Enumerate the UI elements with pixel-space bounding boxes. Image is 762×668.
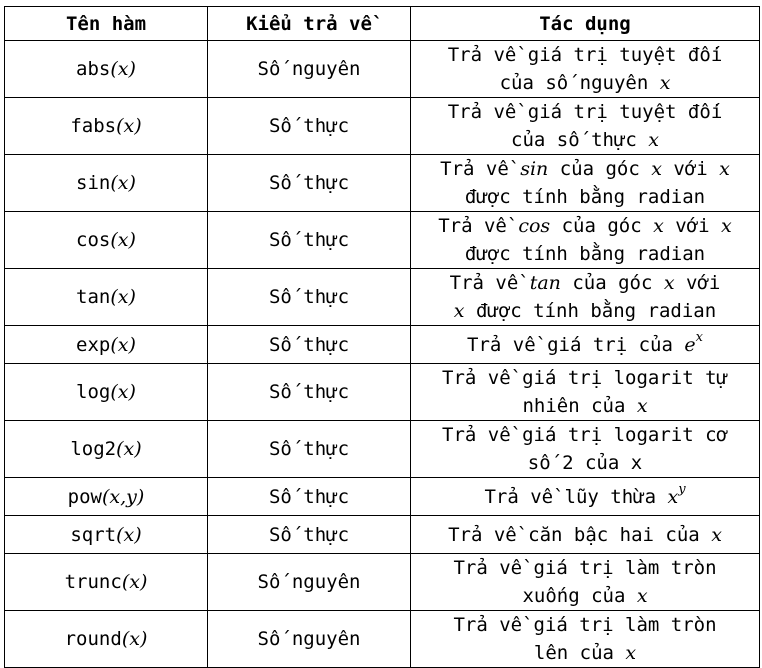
math-symbol: sin	[520, 158, 549, 180]
function-args: x	[129, 571, 140, 593]
description-text: với	[663, 215, 722, 237]
math-symbol: x	[663, 272, 675, 294]
math-symbol: x	[625, 642, 637, 664]
description-text: được tính bằng radian	[464, 300, 717, 322]
description-line	[417, 212, 753, 240]
description-line	[417, 421, 753, 449]
return-type-cell	[208, 155, 411, 212]
math-symbol: x	[667, 485, 679, 508]
paren-open: (	[110, 172, 118, 194]
description-text: Trả về lũy thừa	[484, 485, 668, 508]
function-name-cell	[5, 155, 208, 212]
table-row	[5, 98, 760, 155]
function-args: x	[117, 333, 129, 356]
table-row	[5, 212, 760, 269]
math-symbol: x	[719, 158, 730, 180]
description-line	[417, 639, 753, 667]
description-line	[417, 126, 753, 154]
return-type: Số thực	[268, 438, 350, 460]
description-text: lên của	[533, 642, 626, 664]
description-text: Trả về	[449, 272, 530, 294]
table-row	[5, 41, 760, 98]
description-text: của số thực	[511, 129, 649, 151]
table-row	[5, 364, 760, 421]
function-args: x	[117, 286, 129, 308]
table-row	[5, 554, 760, 611]
function-name-cell	[5, 611, 208, 668]
description-cell	[411, 364, 760, 421]
table-body	[5, 41, 760, 668]
paren-open: (	[110, 229, 118, 251]
paren-close: )	[134, 438, 142, 460]
description-cell	[411, 516, 760, 554]
function-name: pow	[67, 485, 102, 508]
description-line	[417, 331, 753, 359]
description-cell	[411, 41, 760, 98]
function-args: x	[123, 115, 135, 137]
description-text: Trả về giá trị logarit cơ	[442, 424, 728, 446]
function-name: fabs	[70, 115, 117, 137]
return-type: Số thực	[268, 115, 350, 137]
paren-open: (	[116, 115, 124, 137]
functions-table	[4, 6, 760, 668]
description-text: được tính bằng radian	[464, 243, 706, 265]
function-args: x	[123, 438, 135, 460]
description-cell	[411, 269, 760, 326]
description-line	[417, 521, 753, 549]
return-type-cell	[208, 41, 411, 98]
math-symbol: x	[453, 300, 465, 322]
description-cell	[411, 98, 760, 155]
description-line	[417, 155, 753, 183]
description-text: Trả về giá trị của	[467, 333, 685, 356]
function-name: exp	[76, 333, 111, 356]
return-type-cell	[208, 478, 411, 516]
math-symbol: x	[636, 585, 648, 607]
paren-close: )	[139, 571, 148, 593]
function-name-cell	[5, 326, 208, 364]
description-cell	[411, 326, 760, 364]
paren-close: )	[128, 229, 136, 251]
description-text: Trả về giá trị làm tròn	[453, 614, 717, 636]
math-symbol: x	[711, 523, 722, 546]
paren-close: )	[128, 172, 136, 194]
table-row	[5, 269, 760, 326]
description-line	[417, 41, 753, 69]
description-cell	[411, 611, 760, 668]
math-symbol: x	[636, 395, 648, 417]
math-superscript: x	[695, 330, 703, 346]
table-row	[5, 326, 760, 364]
function-name: abs	[76, 58, 111, 80]
description-text: số 2 của x	[527, 452, 643, 474]
paren-close: )	[128, 286, 136, 308]
paren-close: )	[136, 485, 145, 508]
return-type: Số nguyên	[257, 58, 361, 80]
description-text: Trả về	[438, 215, 519, 237]
math-symbol: x	[648, 129, 659, 151]
function-name: log2	[70, 438, 117, 460]
return-type-cell	[208, 326, 411, 364]
return-type: Số thực	[268, 381, 350, 403]
paren-close: )	[128, 333, 136, 356]
return-type: Số thực	[268, 172, 350, 194]
header-return-type: Kiểu trả về	[208, 7, 411, 41]
description-text: của góc	[550, 215, 654, 237]
function-args: x,y	[109, 485, 137, 508]
table-row	[5, 155, 760, 212]
function-name: tan	[76, 286, 111, 308]
header-row	[5, 7, 760, 41]
function-name-cell	[5, 269, 208, 326]
description-line	[417, 554, 753, 582]
paren-close: )	[134, 523, 142, 546]
function-name-cell	[5, 478, 208, 516]
return-type-cell	[208, 421, 411, 478]
description-text: Trả về căn bậc hai của	[448, 523, 712, 546]
description-line	[417, 364, 753, 392]
description-cell	[411, 554, 760, 611]
function-name-cell	[5, 421, 208, 478]
function-name: sin	[76, 172, 111, 194]
description-text: xuống của	[522, 585, 637, 607]
description-cell	[411, 421, 760, 478]
return-type-cell	[208, 554, 411, 611]
return-type-cell	[208, 516, 411, 554]
function-args: x	[117, 229, 129, 251]
description-line	[417, 582, 753, 610]
description-cell	[411, 478, 760, 516]
description-text: Trả về giá trị tuyệt đối	[447, 101, 723, 123]
function-args: x	[129, 628, 140, 650]
function-name: trunc	[64, 571, 122, 593]
description-text: của góc	[560, 272, 664, 294]
description-text: của số nguyên	[499, 72, 660, 94]
description-text: nhiên của	[522, 395, 637, 417]
description-line	[417, 240, 753, 268]
function-name-cell	[5, 554, 208, 611]
math-symbol: x	[651, 158, 662, 180]
description-text: được tính bằng radian	[464, 186, 706, 208]
description-text: của góc	[548, 158, 652, 180]
return-type-cell	[208, 98, 411, 155]
function-name: sqrt	[70, 523, 117, 546]
description-text: với	[661, 158, 720, 180]
paren-close: )	[128, 58, 136, 80]
math-superscript: y	[678, 482, 686, 498]
return-type: Số nguyên	[257, 571, 361, 593]
paren-open: (	[110, 333, 118, 356]
return-type-cell	[208, 611, 411, 668]
table-row	[5, 421, 760, 478]
function-name-cell	[5, 41, 208, 98]
description-line	[417, 483, 753, 511]
return-type: Số thực	[268, 229, 350, 251]
table-row	[5, 516, 760, 554]
header-description: Tác dụng	[411, 7, 760, 41]
paren-close: )	[139, 628, 148, 650]
function-name-cell	[5, 98, 208, 155]
description-line	[417, 611, 753, 639]
description-text: Trả về giá trị tuyệt đối	[447, 44, 723, 66]
return-type: Số thực	[268, 523, 350, 546]
function-args: x	[117, 58, 129, 80]
math-symbol: x	[653, 215, 664, 237]
paren-open: (	[110, 286, 118, 308]
math-symbol: x	[659, 72, 671, 94]
return-type: Số thực	[268, 485, 350, 508]
description-cell	[411, 155, 760, 212]
math-symbol: cos	[518, 215, 551, 237]
description-text: Trả về	[440, 158, 521, 180]
description-line	[417, 183, 753, 211]
paren-open: (	[110, 58, 118, 80]
return-type: Số thực	[268, 333, 350, 356]
description-line	[417, 449, 753, 477]
function-args: x	[117, 381, 129, 403]
return-type: Số thực	[268, 286, 350, 308]
function-name-cell	[5, 364, 208, 421]
description-text: Trả về giá trị làm tròn	[453, 557, 717, 579]
function-args: x	[123, 523, 135, 546]
paren-close: )	[128, 381, 136, 403]
math-symbol: tan	[529, 272, 561, 294]
table-row	[5, 611, 760, 668]
paren-open: (	[110, 381, 118, 403]
paren-open: (	[116, 438, 124, 460]
description-cell	[411, 212, 760, 269]
math-symbol: x	[721, 215, 732, 237]
return-type-cell	[208, 212, 411, 269]
paren-open: (	[121, 571, 130, 593]
return-type-cell	[208, 269, 411, 326]
math-symbol: e	[684, 333, 696, 356]
paren-open: (	[116, 523, 124, 546]
return-type-cell	[208, 364, 411, 421]
function-name: log	[76, 381, 111, 403]
description-line	[417, 269, 753, 297]
description-line	[417, 98, 753, 126]
paren-close: )	[134, 115, 142, 137]
description-line	[417, 392, 753, 420]
description-line	[417, 69, 753, 97]
return-type: Số nguyên	[257, 628, 361, 650]
function-name-cell	[5, 516, 208, 554]
function-args: x	[117, 172, 129, 194]
description-text: Trả về giá trị logarit tự	[442, 367, 728, 389]
paren-open: (	[121, 628, 130, 650]
header-function-name: Tên hàm	[5, 7, 208, 41]
paren-open: (	[101, 485, 110, 508]
description-line	[417, 297, 753, 325]
function-name-cell	[5, 212, 208, 269]
table-row	[5, 478, 760, 516]
function-name: round	[64, 628, 122, 650]
function-name: cos	[76, 229, 111, 251]
description-text: với	[674, 272, 721, 294]
